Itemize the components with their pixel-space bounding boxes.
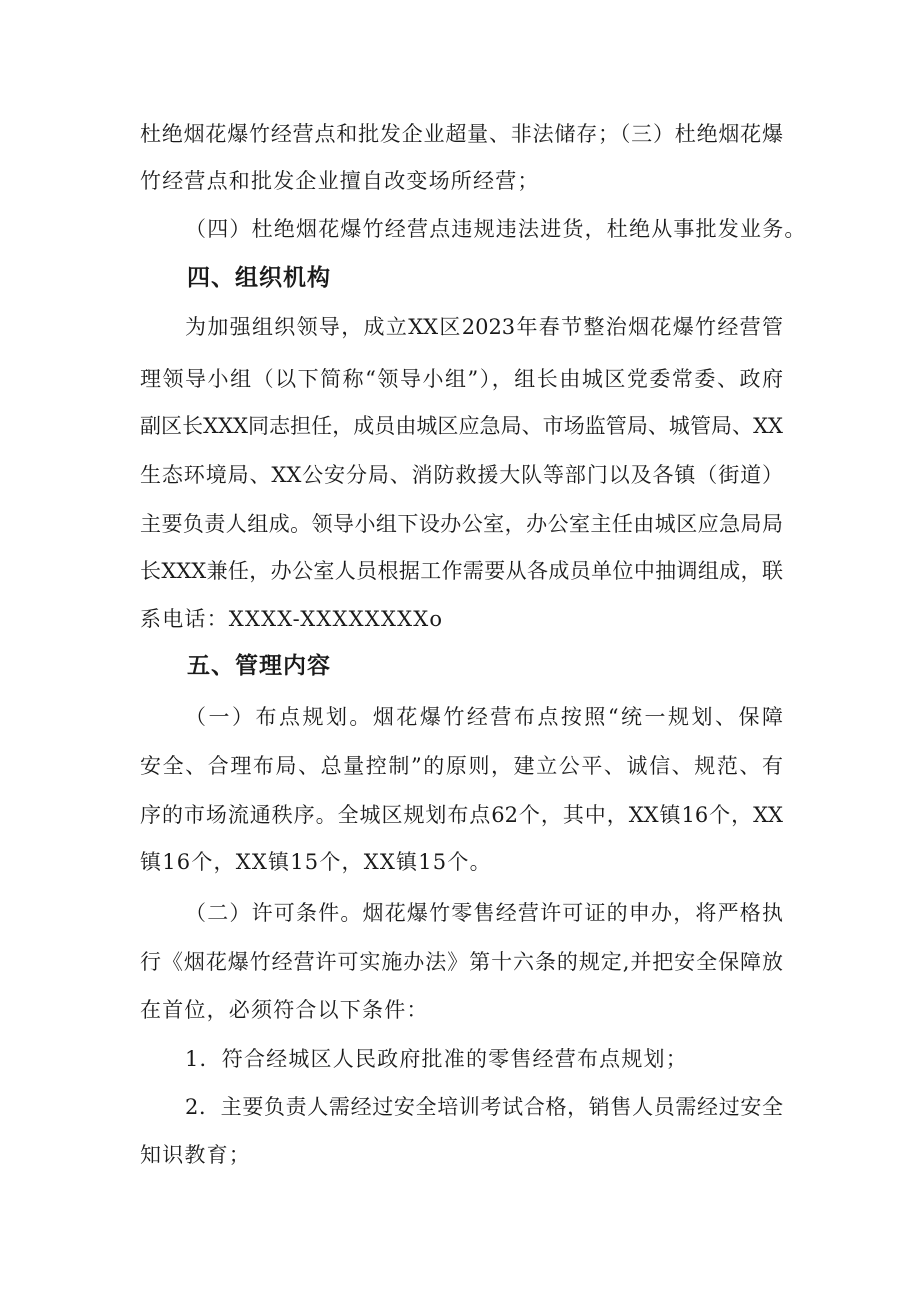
paragraph-line: 生态环境局、XX公安分局、消防救援大队等部门以及各镇（街道） xyxy=(140,463,783,487)
list-item: 1．符合经城区人民政府批准的零售经营布点规划； xyxy=(185,1047,688,1071)
paragraph-line: 主要负责人组成。领导小组下设办公室，办公室主任由城区应急局局 xyxy=(140,512,783,536)
paragraph-line: （二）许可条件。烟花爆竹零售经营许可证的申办，将严格执 xyxy=(185,901,783,925)
paragraph-line: 竹经营点和批发企业擅自改变场所经营； xyxy=(140,169,540,193)
paragraph-line: 镇16个，XX镇15个，XX镇15个。 xyxy=(140,850,492,874)
section-heading: 四、组织机构 xyxy=(187,265,331,291)
paragraph-line: 知识教育； xyxy=(140,1143,251,1167)
paragraph-line: 杜绝烟花爆竹经营点和批发企业超量、非法储存；（三）杜绝烟花爆 xyxy=(140,122,783,146)
paragraph-line: 安全、合理布局、总量控制”的原则，建立公平、诚信、规范、有 xyxy=(140,754,783,778)
paragraph-line: 副区长XXX同志担任，成员由城区应急局、市场监管局、城管局、XX xyxy=(140,414,783,438)
section-heading: 五、管理内容 xyxy=(187,653,331,679)
paragraph-line: 长XXX兼任，办公室人员根据工作需要从各成员单位中抽调组成，联 xyxy=(140,559,783,583)
paragraph-line: （一）布点规划。烟花爆竹经营布点按照“统一规划、保障 xyxy=(185,705,783,729)
paragraph-line: 序的市场流通秩序。全城区规划布点62个，其中，XX镇16个，XX xyxy=(140,803,783,827)
list-item: 2．主要负责人需经过安全培训考试合格，销售人员需经过安全 xyxy=(185,1095,783,1119)
paragraph-line: 在首位，必须符合以下条件： xyxy=(140,998,429,1022)
paragraph-line: 行《烟花爆竹经营许可实施办法》第十六条的规定,并把安全保障放 xyxy=(140,950,783,974)
paragraph-line: （四）杜绝烟花爆竹经营点违规违法进货，杜绝从事批发业务。 xyxy=(185,217,807,241)
paragraph-line: 理领导小组（以下简称“领导小组”），组长由城区党委常委、政府 xyxy=(140,367,783,391)
paragraph-line: 系电话：XXXX-XXXXXXXXo xyxy=(140,607,444,631)
paragraph-line: 为加强组织领导，成立XX区2023年春节整治烟花爆竹经营管 xyxy=(185,315,783,339)
